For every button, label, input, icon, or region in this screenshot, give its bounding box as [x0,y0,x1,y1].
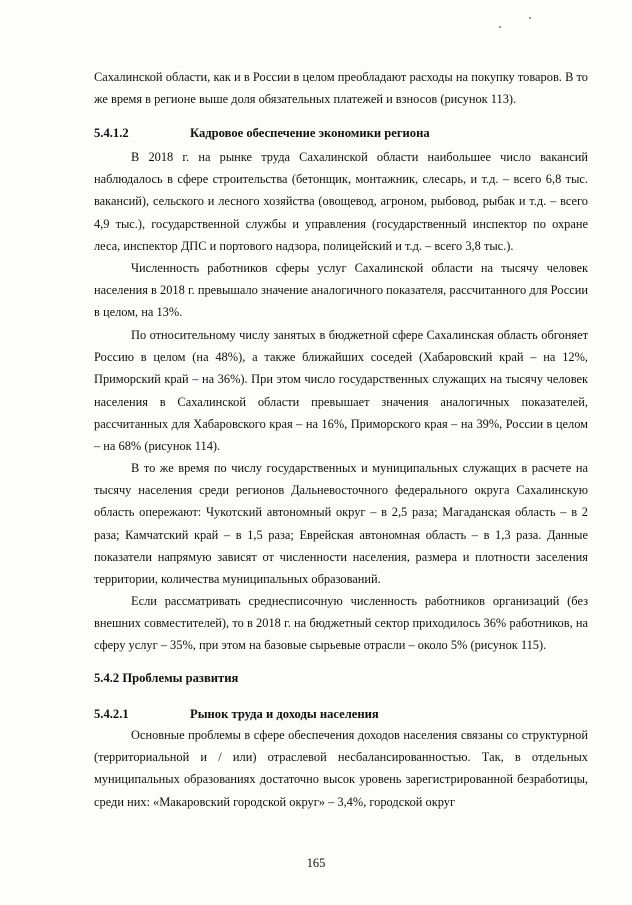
section-title: 5.4.2 Проблемы развития [94,671,239,685]
section-title: Кадровое обеспечение экономики региона [190,126,430,140]
body-paragraph: В то же время по числу государственных и муниципальных служащих в расчете на тысячу населения среди регионов Дальневосточного федерального округа Сахалинскую область опережают: Чукотский автономный округ – в 2,5 раза; Магаданская область – в 2 раза; Камчатский край – в 1,5 раза; Еврейская автономная область – в 1,3 раза. Данные показатели напрямую зависят от численности населения, размера и плотности заселения территории, количества муниципальных образований. [94,461,588,587]
section-heading-5-4-1-2 [94,124,588,142]
section-heading-5-4-2-1 [94,705,588,723]
section-5-4-1-2-body [94,590,588,657]
intro-text-block [94,66,588,110]
body-paragraph: В 2018 г. на рынке труда Сахалинской области наибольшее число вакансий наблюдалось в сфере строительства (бетонщик, монтажник, слесарь, и т.д. – всего 6,8 тыс. вакансий), сельского и лесного хозяйства (овощевод, агроном, рыбовод, рыбак и т.д. – всего 4,9 тыс.), государственной службы и управления (государственный инспектор по охране леса, инспектор ДПС и портового надзора, полицейский и т.д. – всего 3,8 тыс.). [94,150,588,253]
page-number: 165 [306,856,326,870]
section-5-4-2-1-body [94,724,588,813]
section-number: 5.4.1.2 [94,126,129,140]
section-5-4-1-2-body [94,146,588,257]
section-number: 5.4.2.1 [94,707,129,721]
section-5-4-1-2-body [94,457,588,590]
scan-speck [529,17,531,19]
body-paragraph: Основные проблемы в сфере обеспечения доходов населения связаны со структурной (территориальной и / или) отраслевой несбалансированностью. Так, в отдельных муниципальных образованиях достаточно высок уровень зарегистрированной безработицы, среди них: «Макаровский городской округ» – 3,4%, городской округ [94,728,588,809]
body-paragraph: По относительному числу занятых в бюджетной сфере Сахалинская область обгоняет Россию в целом (на 48%), а также ближайших соседей (Хабаровский край – на 12%, Приморский край – на 36%). При этом число государственных служащих на тысячу человек населения в Сахалинской области превышает значения аналогичных показателей, рассчитанных для Хабаровского края – на 16%, Приморского края – на 39%, России в целом – на 68% (рисунок 114). [94,328,588,454]
section-title: Рынок труда и доходы населения [190,707,379,721]
intro-paragraph: Сахалинской области, как и в России в целом преобладают расходы на покупку товаров. В то же время в регионе выше доля обязательных платежей и взносов (рисунок 113). [94,70,588,107]
body-paragraph: Если рассматривать среднесписочную численность работников организаций (без внешних совместителей), то в 2018 г. на бюджетный сектор приходилось 36% работников, на сферу услуг – 35%, при этом на базовые сырьевые отрасли – около 5% (рисунок 115). [94,594,588,653]
section-heading-5-4-2 [94,669,588,687]
scan-speck [499,26,501,28]
section-5-4-1-2-body [94,257,588,324]
body-paragraph: Численность работников сферы услуг Сахалинской области на тысячу человек населения в 2018 г. превышало значение аналогичного показателя, рассчитанного для России в целом, на 13%. [94,261,588,320]
section-5-4-1-2-body [94,324,588,457]
